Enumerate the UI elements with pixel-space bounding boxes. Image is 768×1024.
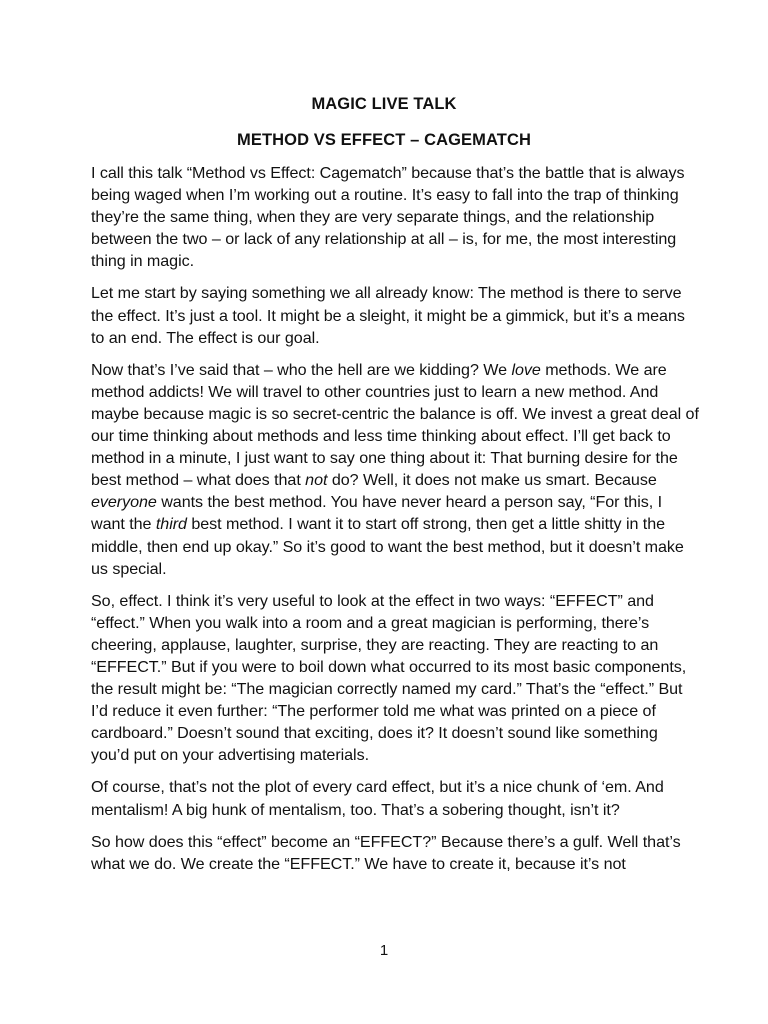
paragraph-2 bbox=[91, 282, 699, 348]
paragraph-text: So, effect. I think it’s very useful to look at the effect in two ways: “EFFECT” and “effect.” When you walk into a room and a great magician is performing, there’s cheering, applause, laughter, surprise, they are reacting. They are reacting to an “EFFECT.” But if you were to boil down what occurred to its most basic components, the result might be: “The magician correctly named my card.” That’s the “effect.” But I’d reduce it even further: “The performer told me what was printed on a piece of cardboard.” Doesn’t sound that exciting, does it? It doesn’t sound like something you’d put on your advertising materials. bbox=[91, 591, 687, 765]
paragraph-text: Let me start by saying something we all already know: The method is there to serve the effect. It’s just a tool. It might be a sleight, it might be a gimmick, but it’s a means to an end. The effect is our goal. bbox=[91, 284, 685, 347]
paragraph-1 bbox=[91, 162, 699, 272]
document-title: MAGIC LIVE TALK bbox=[311, 95, 457, 113]
emphasized-text: love bbox=[511, 360, 541, 379]
paragraph-text: I call this talk “Method vs Effect: Cagematch” because that’s the battle that is always being waged when I’m working out a routine. It’s easy to fall into the trap of thinking they’re the same thing, when they are very separate things, and the relationship between the two – or lack of any relationship at all – is, for me, the most interesting thing in magic. bbox=[91, 164, 685, 271]
emphasized-text: everyone bbox=[91, 493, 157, 512]
paragraph-text: wants the best method. You have never heard a person say, “For this, I want the bbox=[91, 493, 662, 534]
paragraph-text: Now that’s I’ve said that – who the hell are we kidding? We bbox=[91, 360, 512, 379]
paragraph-text: best method. I want it to start off strong, then get a little shitty in the middle, then end up okay.” So it’s good to want the best method, but it doesn’t make us special. bbox=[91, 515, 684, 578]
paragraph-text: Of course, that’s not the plot of every card effect, but it’s a nice chunk of ‘em. And mentalism! A big hunk of mentalism, too. That’s a sobering thought, isn’t it? bbox=[91, 778, 664, 819]
document-body bbox=[91, 162, 699, 885]
paragraph-text: methods. We are method addicts! We will travel to other countries just to learn a new method. And maybe because magic is so secret-centric the balance is off. We invest a great deal of our time thinking about methods and less time thinking about effect. I’ll get back to method in a minute, I just want to say one thing about it: That burning desire for the best method – what does that bbox=[91, 360, 699, 490]
paragraph-text: do? Well, it does not make us smart. Because bbox=[327, 471, 657, 490]
paragraph-text: So how does this “effect” become an “EFFECT?” Because there’s a gulf. Well that’s what we do. We create the “EFFECT.” We have to create it, because it’s not bbox=[91, 832, 681, 873]
emphasized-text: third bbox=[155, 515, 187, 534]
page-number: 1 bbox=[379, 942, 389, 959]
paragraph-5 bbox=[91, 776, 699, 820]
paragraph-4 bbox=[91, 590, 699, 767]
paragraph-3 bbox=[91, 359, 699, 580]
document-subtitle: METHOD VS EFFECT – CAGEMATCH bbox=[237, 131, 531, 149]
paragraph-6 bbox=[91, 831, 699, 875]
emphasized-text: not bbox=[305, 471, 328, 490]
